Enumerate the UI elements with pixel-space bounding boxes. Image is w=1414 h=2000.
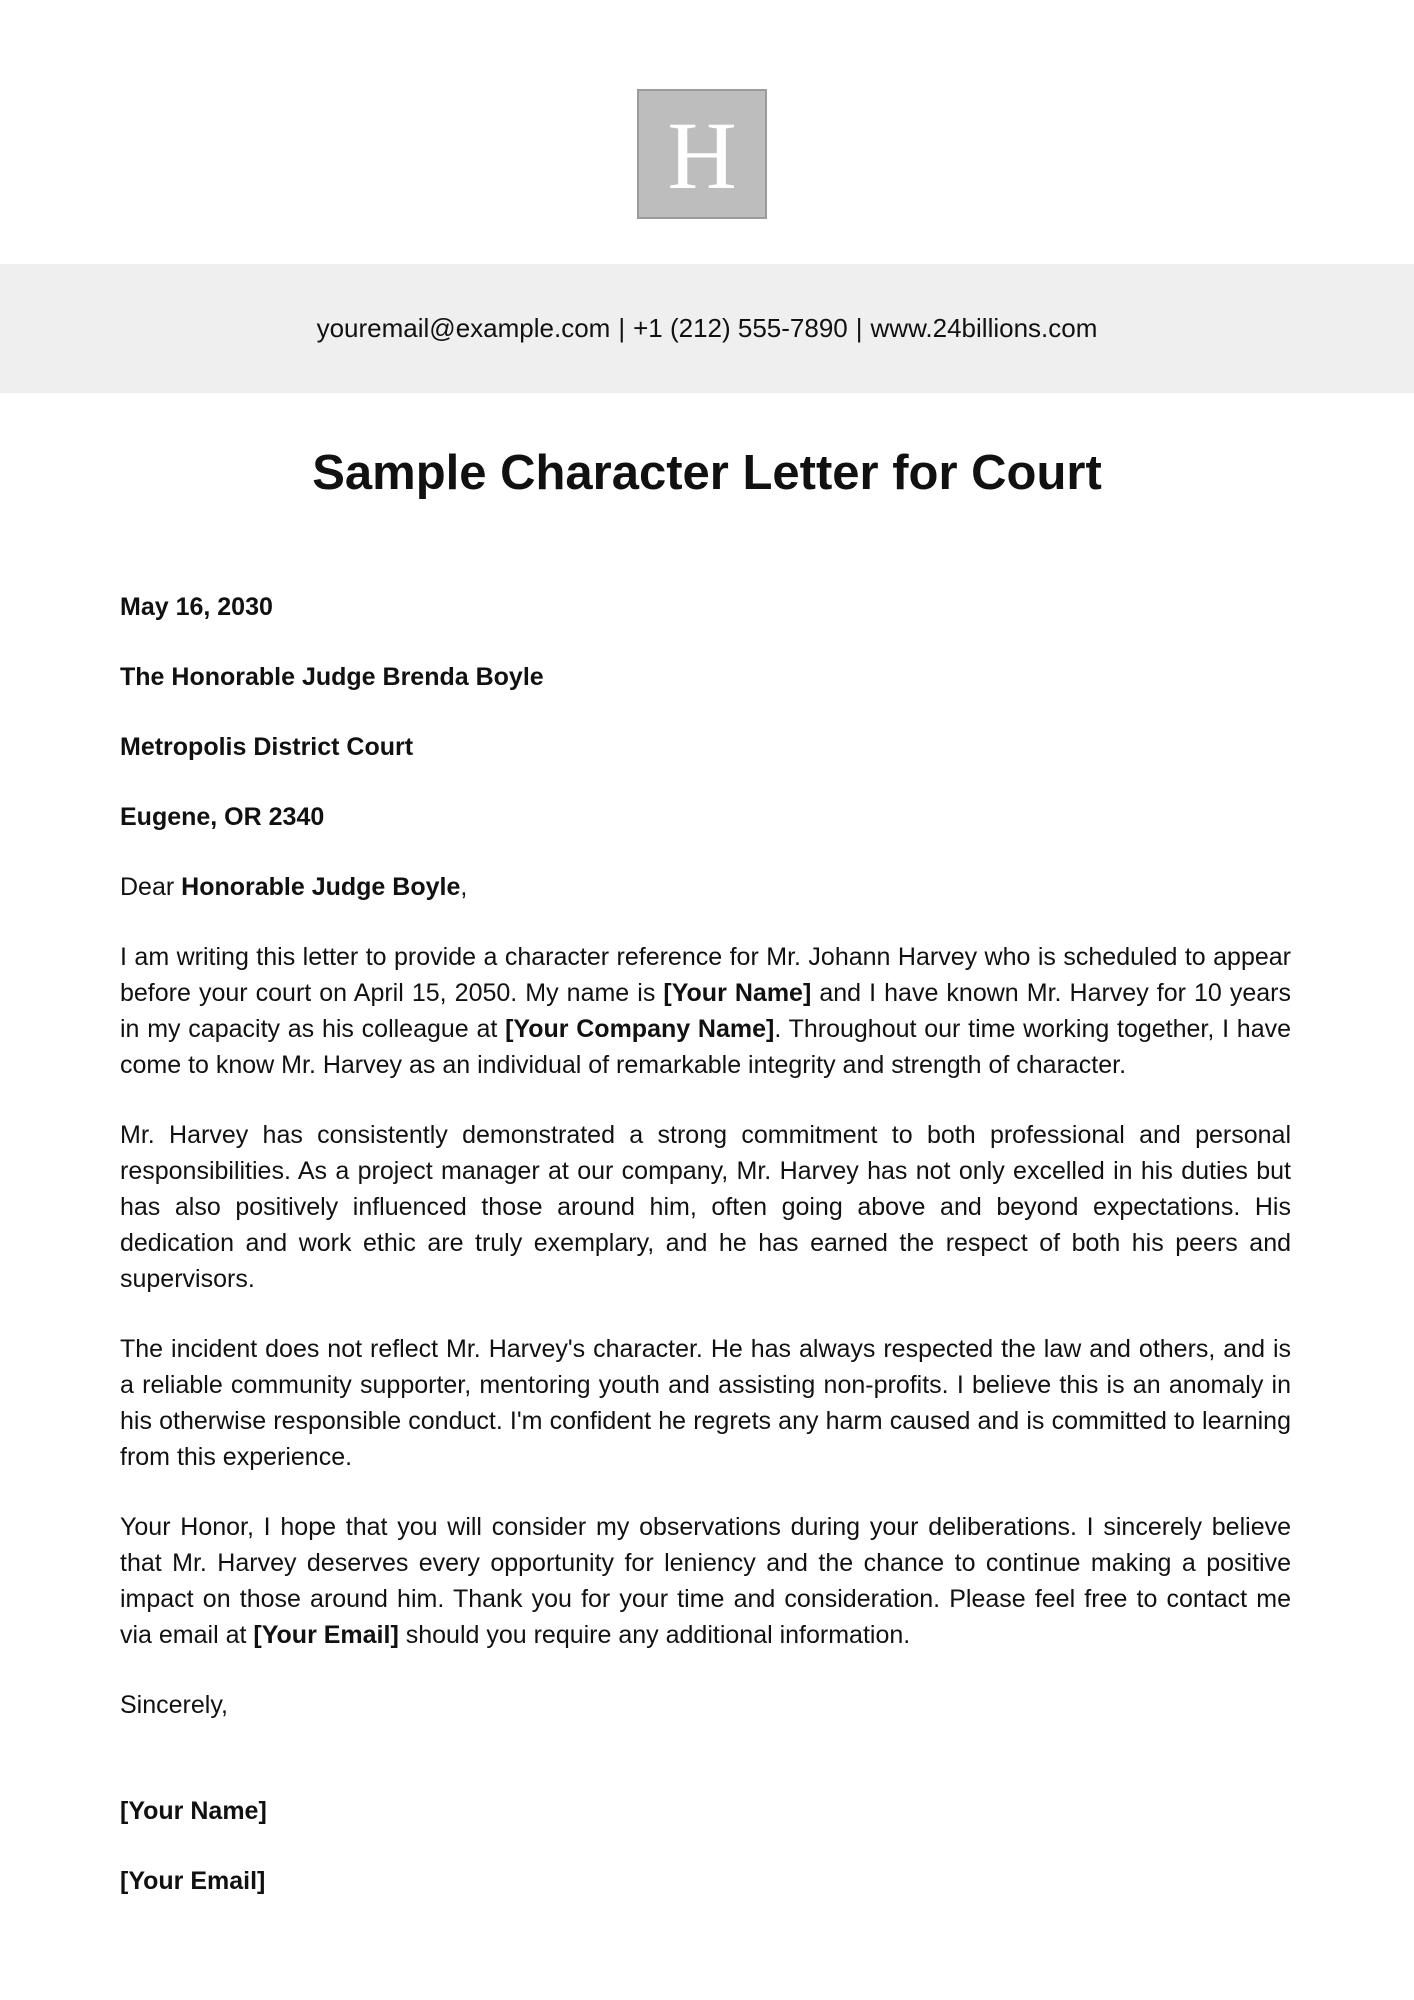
- paragraph-text: Your Honor, I hope that you will consider my observations during your deliberations. I sincerely believe that Mr. Harvey deserves every opportunity for leniency and the chance to continue making a positive impact on those around him. Thank you for your time and consideration. Please feel free to contact me via email at: [120, 1513, 1291, 1649]
- closing: Sincerely,: [120, 1691, 228, 1719]
- contact-bar: [0, 264, 1414, 393]
- logo-badge: [637, 89, 767, 219]
- page-title: Sample Character Letter for Court: [312, 446, 1102, 500]
- contact-separator: |: [618, 313, 626, 343]
- salutation-name: Honorable Judge Boyle: [181, 873, 461, 901]
- signature-name: [Your Name]: [120, 1797, 267, 1825]
- letter-body: [120, 589, 1291, 1933]
- paragraph-text: and I have known Mr. Harvey for 10 years in my capacity as his colleague at: [120, 979, 1292, 1043]
- contact-phone: +1 (212) 555-7890: [633, 313, 848, 343]
- placeholder-your-email: [Your Email]: [253, 1621, 399, 1649]
- contact-separator: |: [855, 313, 863, 343]
- paragraph-incident: The incident does not reflect Mr. Harvey's character. He has always respected the law and others, and is a reliable community supporter, mentoring youth and assisting non-profits. I believe this is an anomaly in his otherwise responsible conduct. I'm confident he regrets any harm caused and is committed to learning from this experience.: [120, 1335, 1291, 1471]
- paragraph-text: should you require any additional information.: [398, 1621, 911, 1649]
- paragraph-commitment: Mr. Harvey has consistently demonstrated a strong commitment to both professional and personal responsibilities. As a project manager at our company, Mr. Harvey has not only excelled in his duties but has also positively influenced those around him, often going above and beyond expectations. His dedication and work ethic are truly exemplary, and he has earned the respect of both his peers and supervisors.: [120, 1121, 1291, 1293]
- paragraph-request: [120, 1509, 1291, 1653]
- placeholder-company-name: [Your Company Name]: [505, 1015, 775, 1043]
- logo-letter: H: [667, 102, 737, 209]
- contact-email: youremail@example.com: [316, 313, 611, 343]
- paragraph-text: . Throughout our time working together, I have come to know Mr. Harvey as an individual of remarkable integrity and strength of character.: [120, 1015, 1292, 1079]
- contact-website: www.24billions.com: [870, 313, 1098, 343]
- recipient-court: Metropolis District Court: [120, 733, 414, 761]
- signature-email: [Your Email]: [120, 1867, 266, 1895]
- placeholder-your-name: [Your Name]: [663, 979, 812, 1007]
- letter-date: May 16, 2030: [120, 593, 273, 621]
- salutation: [120, 869, 1291, 905]
- paragraph-introduction: [120, 939, 1291, 1083]
- recipient-location: Eugene, OR 2340: [120, 803, 325, 831]
- salutation-prefix: Dear: [120, 873, 182, 901]
- recipient-name: The Honorable Judge Brenda Boyle: [120, 663, 544, 691]
- salutation-suffix: ,: [460, 873, 468, 901]
- paragraph-text: I am writing this letter to provide a character reference for Mr. Johann Harvey who is scheduled to appear before your court on April 15, 2050. My name is: [120, 943, 1291, 1007]
- contact-line: [317, 313, 1098, 344]
